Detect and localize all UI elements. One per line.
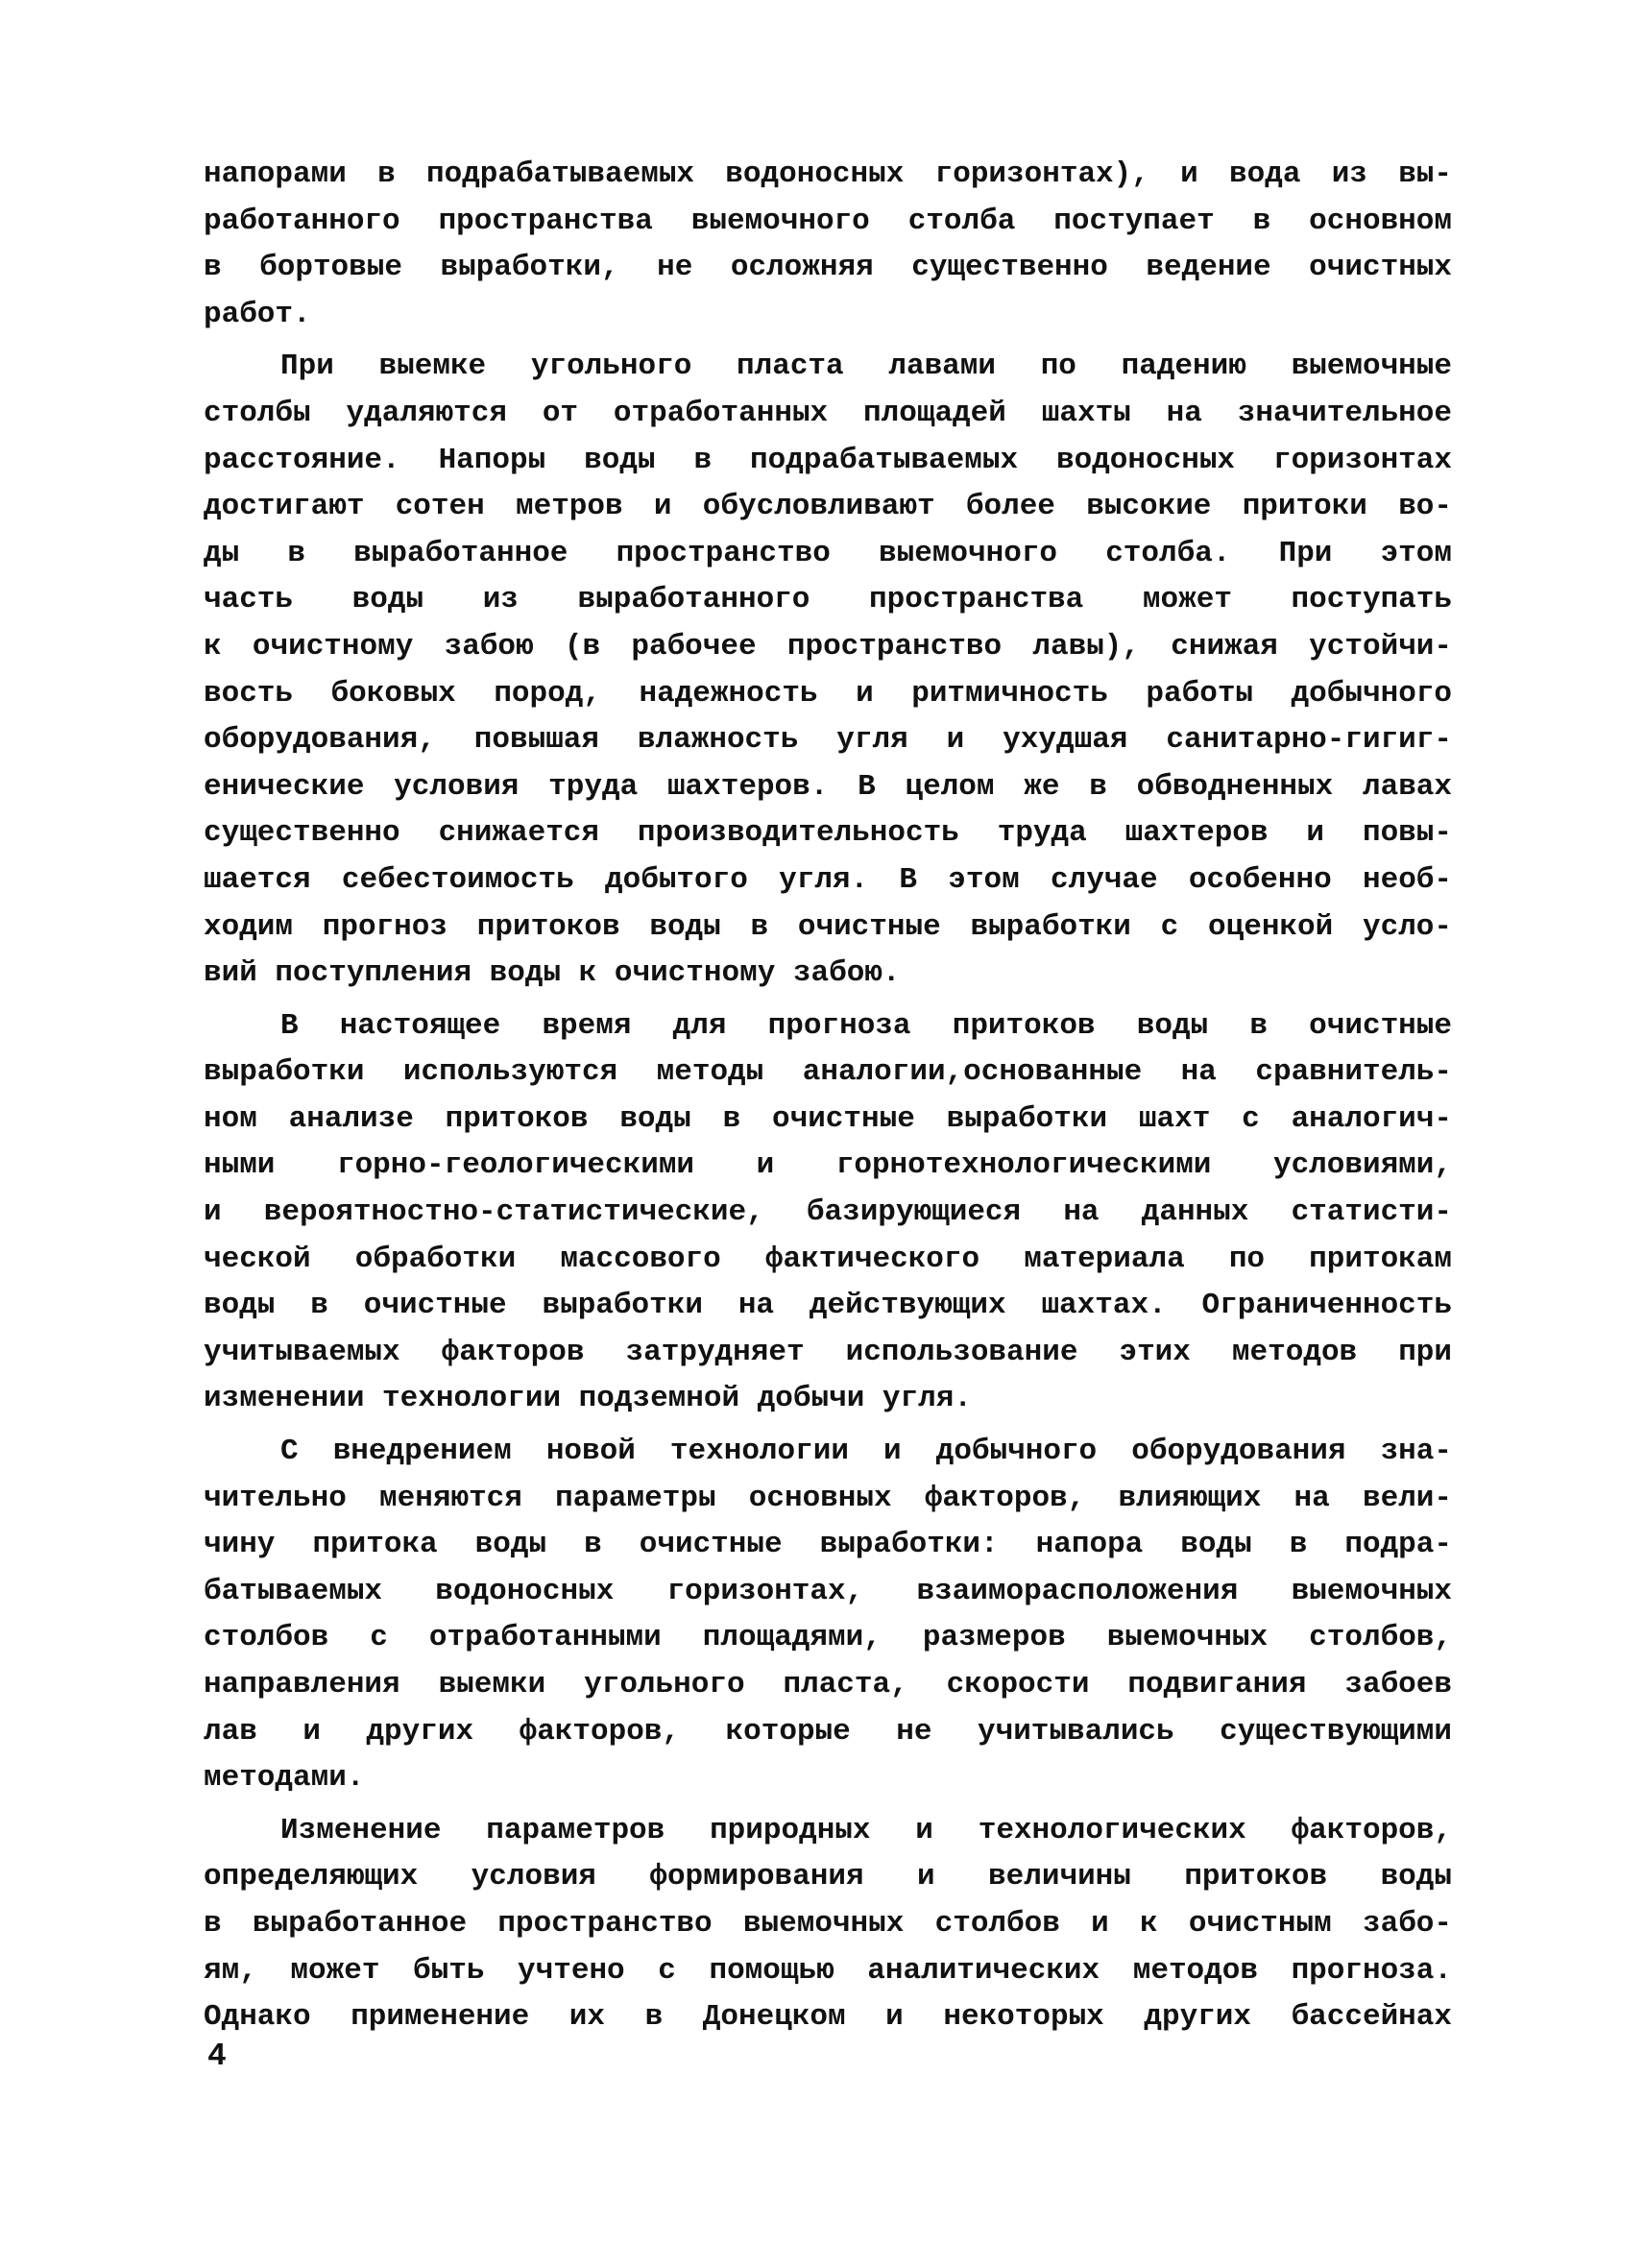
text-line: батываемых водоносных горизонтах, взаиморасположения выемочных xyxy=(204,1574,1452,1608)
text-line: ям, может быть учтено с помощью аналитических методов прогноза. xyxy=(204,1953,1452,1988)
paragraph-1 xyxy=(204,152,1452,338)
text-line: чину притока воды в очистные выработки: напора воды в подра- xyxy=(204,1528,1452,1562)
text-line: В настоящее время для прогноза притоков воды в очистные xyxy=(280,1008,1452,1043)
text-line: к очистному забою (в рабочее пространство лавы), снижая устойчи- xyxy=(204,629,1452,664)
text-line: шается себестоимость добытого угля. В этом случае особенно необ- xyxy=(204,862,1452,897)
text-line: оборудования, повышая влажность угля и ухудшая санитарно-гигиг- xyxy=(204,723,1452,758)
text-line: При выемке угольного пласта лавами по падению выемочные xyxy=(280,350,1452,384)
text-line: Изменение параметров природных и технологических факторов, xyxy=(280,1813,1452,1847)
text-line: определяющих условия формирования и величины притоков воды xyxy=(204,1860,1452,1894)
text-line: часть воды из выработанного пространства может поступать xyxy=(204,583,1452,617)
text-line: напорами в подрабатываемых водоносных горизонтах), и вода из вы- xyxy=(204,157,1452,191)
text-line: вость боковых пород, надежность и ритмичность работы добычного xyxy=(204,676,1452,711)
text-line: Однако применение их в Донецком и некоторых других бассейнах xyxy=(204,2000,1452,2035)
text-line: в бортовые выработки, не осложняя существенно ведение очистных xyxy=(204,251,1452,285)
text-line: в выработанное пространство выемочных столбов и к очистным забо- xyxy=(204,1906,1452,1941)
paragraph-2 xyxy=(204,344,1452,997)
text-line: методами. xyxy=(204,1761,365,1796)
text-line: расстояние. Напоры воды в подрабатываемых водоносных горизонтах xyxy=(204,443,1452,477)
text-line: енические условия труда шахтеров. В целом же в обводненных лавах xyxy=(204,769,1452,804)
text-line: ходим прогноз притоков воды в очистные выработки с оценкой усло- xyxy=(204,909,1452,944)
paragraph-4 xyxy=(204,1429,1452,1802)
text-line: направления выемки угольного пласта, скорости подвигания забоев xyxy=(204,1668,1452,1701)
body-text xyxy=(204,152,1452,2041)
text-line: работ. xyxy=(204,297,311,331)
text-line: учитываемых факторов затрудняет использование этих методов при xyxy=(204,1335,1452,1369)
text-line: вий поступления воды к очистному забою. xyxy=(204,956,901,991)
text-line: выработки используются методы аналогии,основанные на сравнитель- xyxy=(204,1055,1452,1090)
text-line: воды в очистные выработки на действующих шахтах. Ограниченность xyxy=(204,1289,1452,1323)
text-line: ном анализе притоков воды в очистные выработки шахт с аналогич- xyxy=(204,1101,1452,1136)
text-line: С внедрением новой технологии и добычного оборудования зна- xyxy=(280,1435,1452,1469)
page-number: 4 xyxy=(207,2039,227,2074)
paragraph-5 xyxy=(204,1808,1452,2041)
text-line: столбы удаляются от отработанных площадей шахты на значительное xyxy=(204,396,1452,430)
text-line: ными горно-геологическими и горнотехнологическими условиями, xyxy=(204,1148,1452,1183)
paragraph-3 xyxy=(204,1003,1452,1423)
text-line: существенно снижается производительность труда шахтеров и повы- xyxy=(204,816,1452,851)
text-line: ческой обработки массового фактического материала по притокам xyxy=(204,1242,1452,1276)
text-line: и вероятностно-статистические, базирующиеся на данных статисти- xyxy=(204,1195,1452,1230)
text-line: изменении технологии подземной добычи угля. xyxy=(204,1382,972,1416)
text-line: лав и других факторов, которые не учитывались существующими xyxy=(204,1714,1452,1749)
text-line: работанного пространства выемочного столба поступает в основном xyxy=(204,204,1452,238)
text-line: чительно меняются параметры основных факторов, влияющих на вели- xyxy=(204,1481,1452,1515)
text-line: ды в выработанное пространство выемочного столба. При этом xyxy=(204,536,1452,570)
text-line: столбов с отработанными площадями, размеров выемочных столбов, xyxy=(204,1621,1452,1655)
text-line: достигают сотен метров и обусловливают более высокие притоки во- xyxy=(204,490,1452,524)
